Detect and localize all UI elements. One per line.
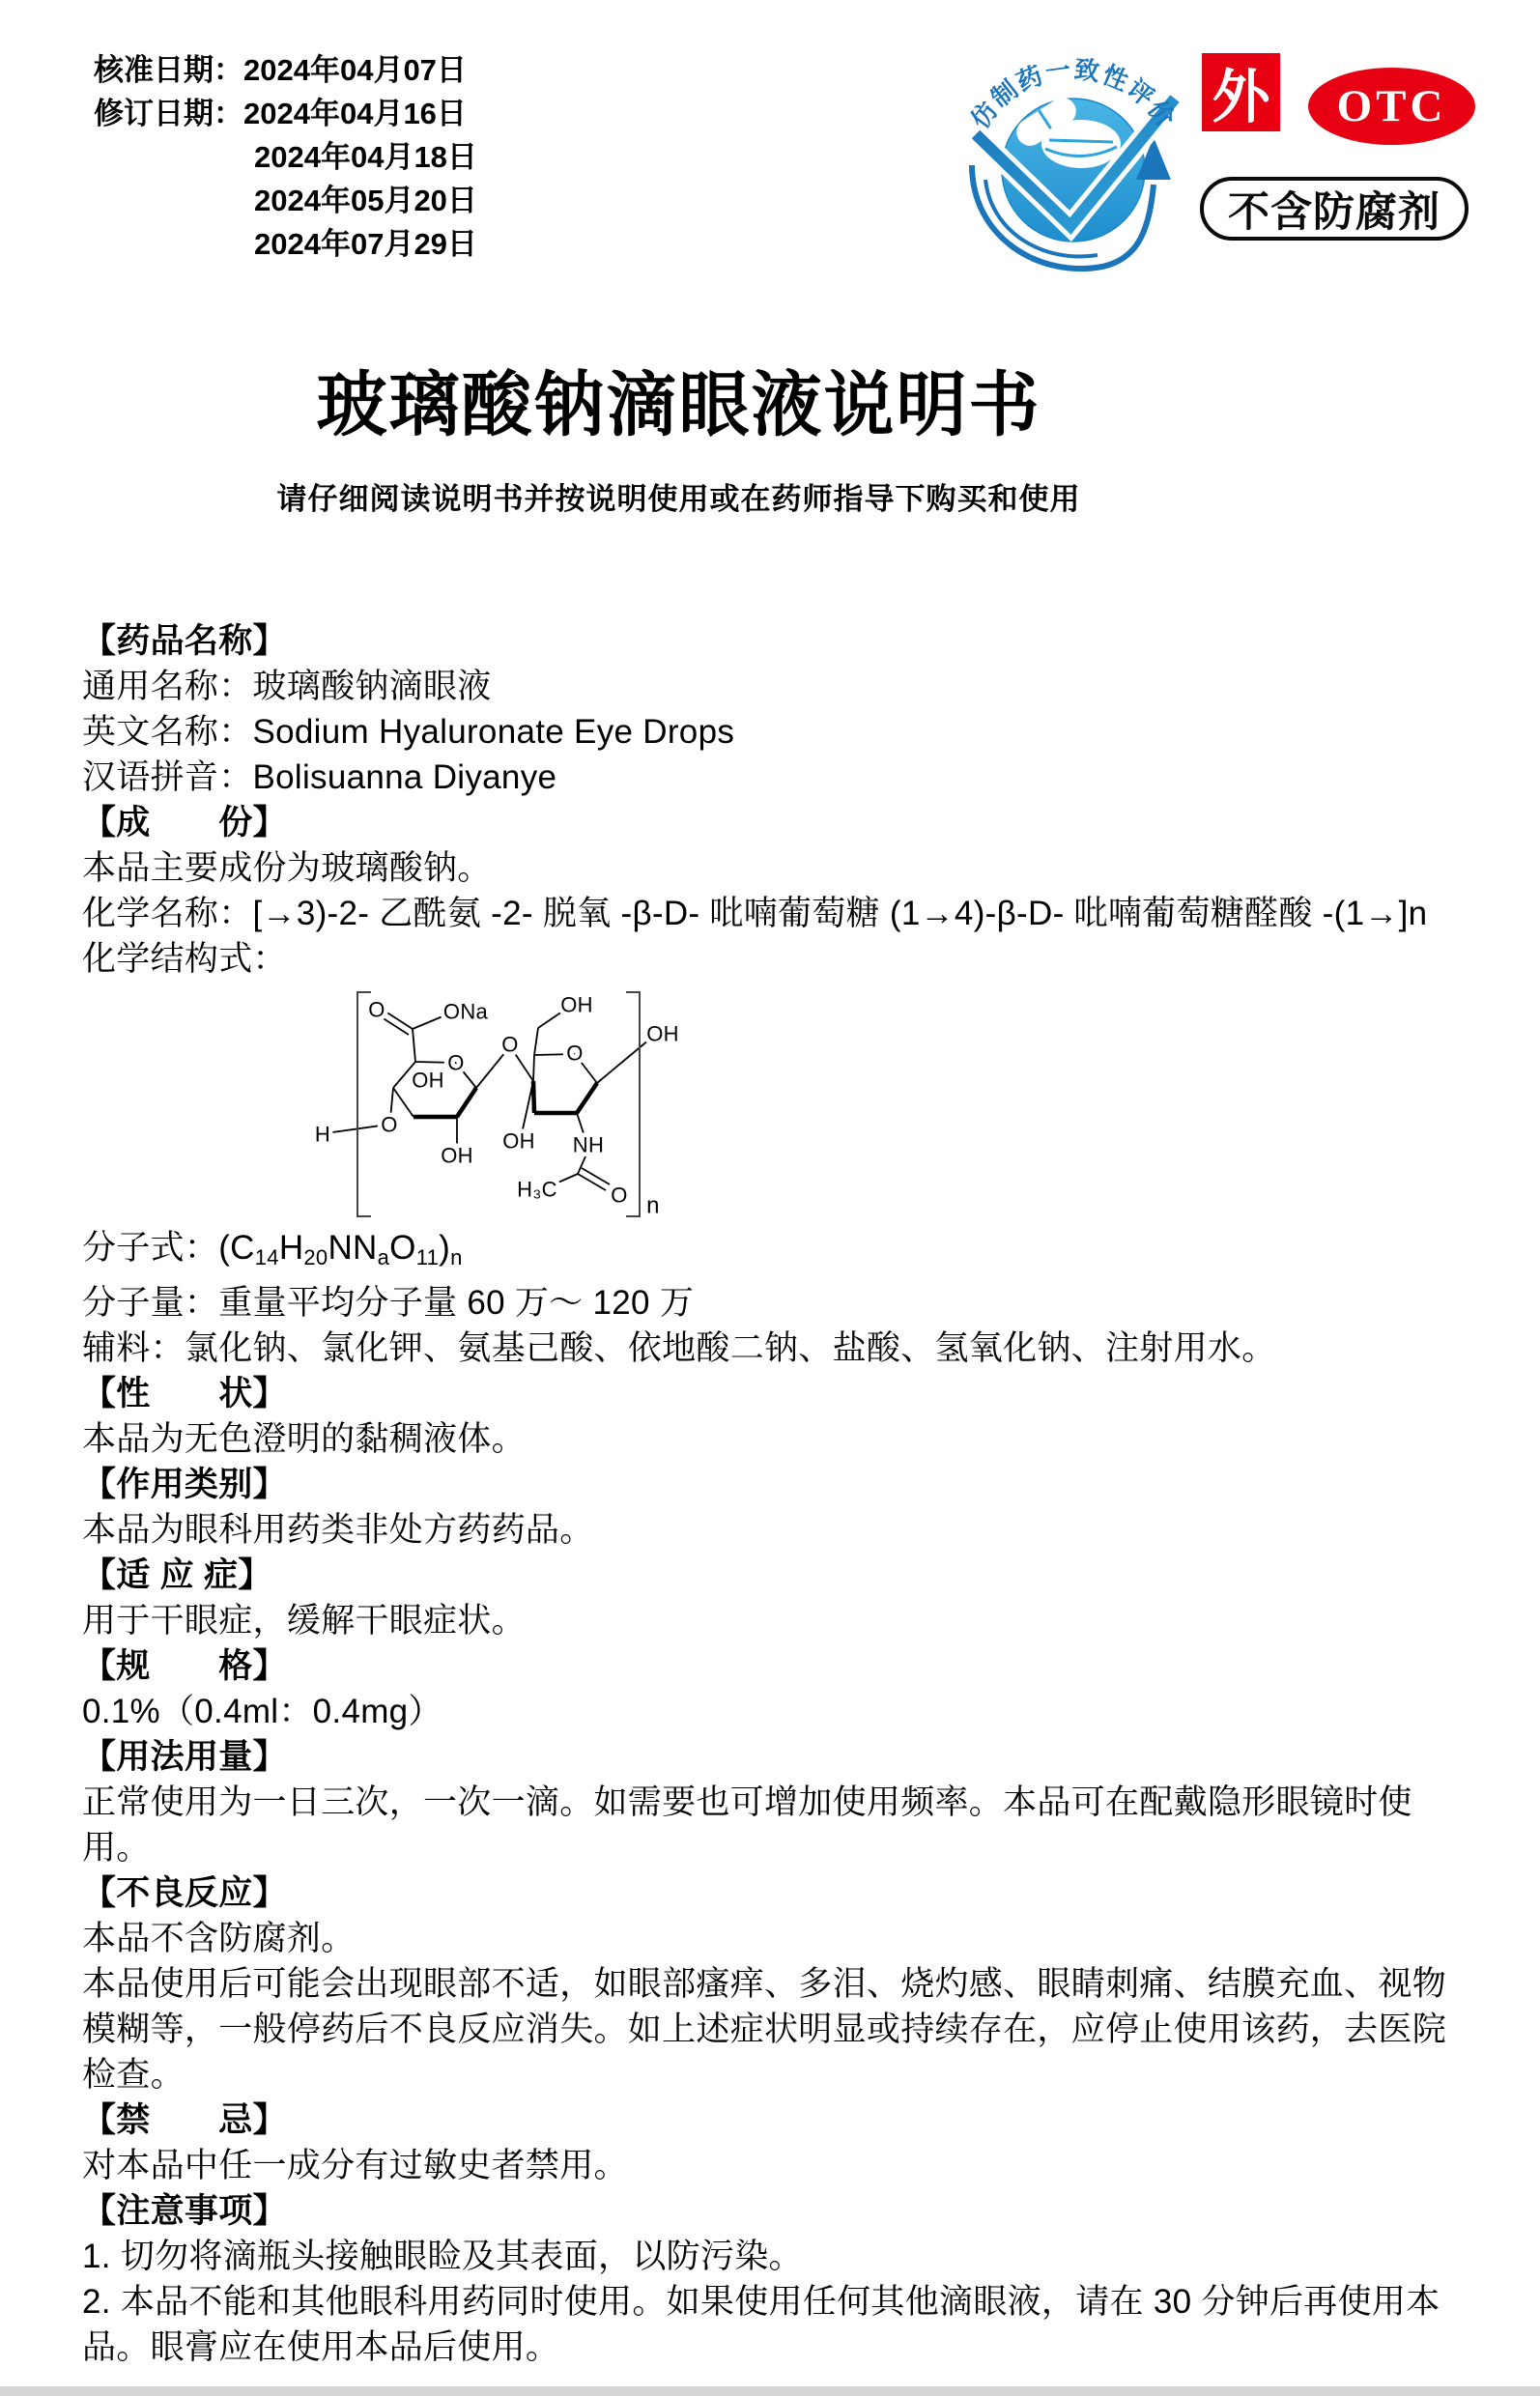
dosage-body: 正常使用为一日三次，一次一滴。如需要也可增加使用频率。本品可在配戴隐形眼镜时使用。 xyxy=(82,1783,1412,1867)
category-body: 本品为眼科用药类非处方药药品。 xyxy=(82,1511,594,1549)
structure-atom-labels xyxy=(315,993,679,1219)
section-heading-drug-name: 【药品名称】 xyxy=(82,622,287,660)
composition-main-line: 本品主要成份为玻璃酸钠。 xyxy=(82,849,492,887)
approval-date-value: 2024年04月07日 xyxy=(243,53,467,87)
contraindications-body: 对本品中任一成分有过敏史者禁用。 xyxy=(82,2147,628,2184)
indications-body: 用于干眼症，缓解干眼症状。 xyxy=(82,1602,526,1640)
atom-label: OH xyxy=(560,992,593,1017)
structure-bonds xyxy=(332,1012,649,1190)
generic-name-line: 通用名称：玻璃酸钠滴眼液 xyxy=(82,668,492,705)
atom-label: OH xyxy=(412,1068,444,1093)
page-subtitle: 请仔细阅读说明书并按说明使用或在药师指导下购买和使用 xyxy=(276,482,1081,516)
atom-label: O xyxy=(611,1183,628,1208)
section-heading-precautions: 【注意事项】 xyxy=(82,2192,287,2230)
precaution-item-2: 2. 本品不能和其他眼科用药同时使用。如果使用任何其他滴眼液，请在 30 分钟后再使用本品。眼膏应在使用本品后使用。 xyxy=(82,2283,1440,2366)
atom-label: O xyxy=(501,1032,519,1057)
section-heading-character: 【性 状】 xyxy=(82,1375,287,1412)
no-preservative-badge: 不含防腐剂 xyxy=(1200,177,1469,241)
pinyin-name-line: 汉语拼音：Bolisuanna Diyanye xyxy=(82,758,557,796)
approval-date-row xyxy=(94,48,477,92)
revision-date-extra: 2024年05月20日 xyxy=(254,184,477,217)
atom-label: O xyxy=(368,997,385,1022)
otc-badge: OTC xyxy=(1308,68,1475,145)
section-heading-dosage: 【用法用量】 xyxy=(82,1738,287,1776)
adverse-line1: 本品不含防腐剂。 xyxy=(82,1920,356,1957)
character-body: 本品为无色澄明的黏稠液体。 xyxy=(82,1420,526,1458)
atom-label: OH xyxy=(646,1021,679,1046)
chemical-structure-diagram xyxy=(299,984,686,1222)
revision-date-extra: 2024年04月18日 xyxy=(254,140,477,174)
molecular-weight-line: 分子量：重量平均分子量 60 万～ 120 万 xyxy=(82,1284,695,1322)
section-heading-contraindications: 【禁 忌】 xyxy=(82,2101,287,2139)
chemical-name-line: 化学名称：[→3)-2- 乙酰氨 -2- 脱氧 -β-D- 吡喃葡萄糖 (1→4)-β-D- 吡喃葡萄糖醛酸 -(1→]n xyxy=(82,895,1428,932)
tablet-icon xyxy=(1041,120,1121,168)
repeat-n-label: n xyxy=(646,1192,660,1219)
external-use-badge: 外 xyxy=(1202,53,1280,131)
revision-date-row xyxy=(94,92,477,135)
page-bottom-edge xyxy=(0,2386,1540,2396)
atom-label: H xyxy=(314,1122,331,1147)
logo-arc-text: 仿制药一致性评价 xyxy=(964,54,1183,134)
atom-label: NH xyxy=(572,1132,605,1157)
revision-date-label: 修订日期： xyxy=(94,97,243,130)
section-heading-category: 【作用类别】 xyxy=(82,1466,287,1503)
atom-label: O xyxy=(447,1050,465,1075)
approval-date-label: 核准日期： xyxy=(94,53,243,87)
section-heading-indications: 【适 应 症】 xyxy=(82,1556,272,1594)
consistency-evaluation-logo xyxy=(953,35,1194,276)
revision-date-value: 2024年04月16日 xyxy=(243,97,467,130)
repeat-brackets xyxy=(357,992,640,1216)
page-title: 玻璃酸钠滴眼液说明书 xyxy=(316,366,1041,444)
atom-label: OH xyxy=(441,1143,473,1168)
revision-date-extra: 2024年07月29日 xyxy=(254,227,477,261)
adverse-line2: 本品使用后可能会出现眼部不适，如眼部瘙痒、多泪、烧灼感、眼睛刺痛、结膜充血、视物模糊等，一般停药后不良反应消失。如上述症状明显或持续存在，应停止使用该药，去医院检查。 xyxy=(82,1965,1447,2094)
molecular-formula-line: 分子式：$(C_{14}H_{20}NN_aO_{11})_n$ xyxy=(82,1229,463,1269)
structure-label-line: 化学结构式： xyxy=(82,940,287,978)
insert-body xyxy=(82,618,1472,2370)
specification-body: 0.1%（0.4ml：0.4mg） xyxy=(82,1693,442,1730)
section-heading-adverse: 【不良反应】 xyxy=(82,1874,287,1912)
consistency-logo-svg xyxy=(953,35,1194,276)
english-name-line: 英文名称：Sodium Hyaluronate Eye Drops xyxy=(82,713,735,751)
precaution-item-1: 1. 切勿将滴瓶头接触眼睑及其表面，以防污染。 xyxy=(82,2238,803,2275)
atom-label: H₃C xyxy=(517,1177,557,1202)
atom-label: O xyxy=(381,1112,398,1137)
section-heading-composition: 【成 份】 xyxy=(82,804,287,841)
atom-label: OH xyxy=(502,1128,535,1154)
excipients-line: 辅料：氯化钠、氯化钾、氨基己酸、依地酸二钠、盐酸、氢氧化钠、注射用水。 xyxy=(82,1329,1276,1367)
atom-label: O xyxy=(566,1041,584,1066)
title-block xyxy=(82,348,1275,518)
dates-block xyxy=(94,48,477,266)
atom-label: ONa xyxy=(442,999,489,1024)
section-heading-specification: 【规 格】 xyxy=(82,1647,287,1685)
